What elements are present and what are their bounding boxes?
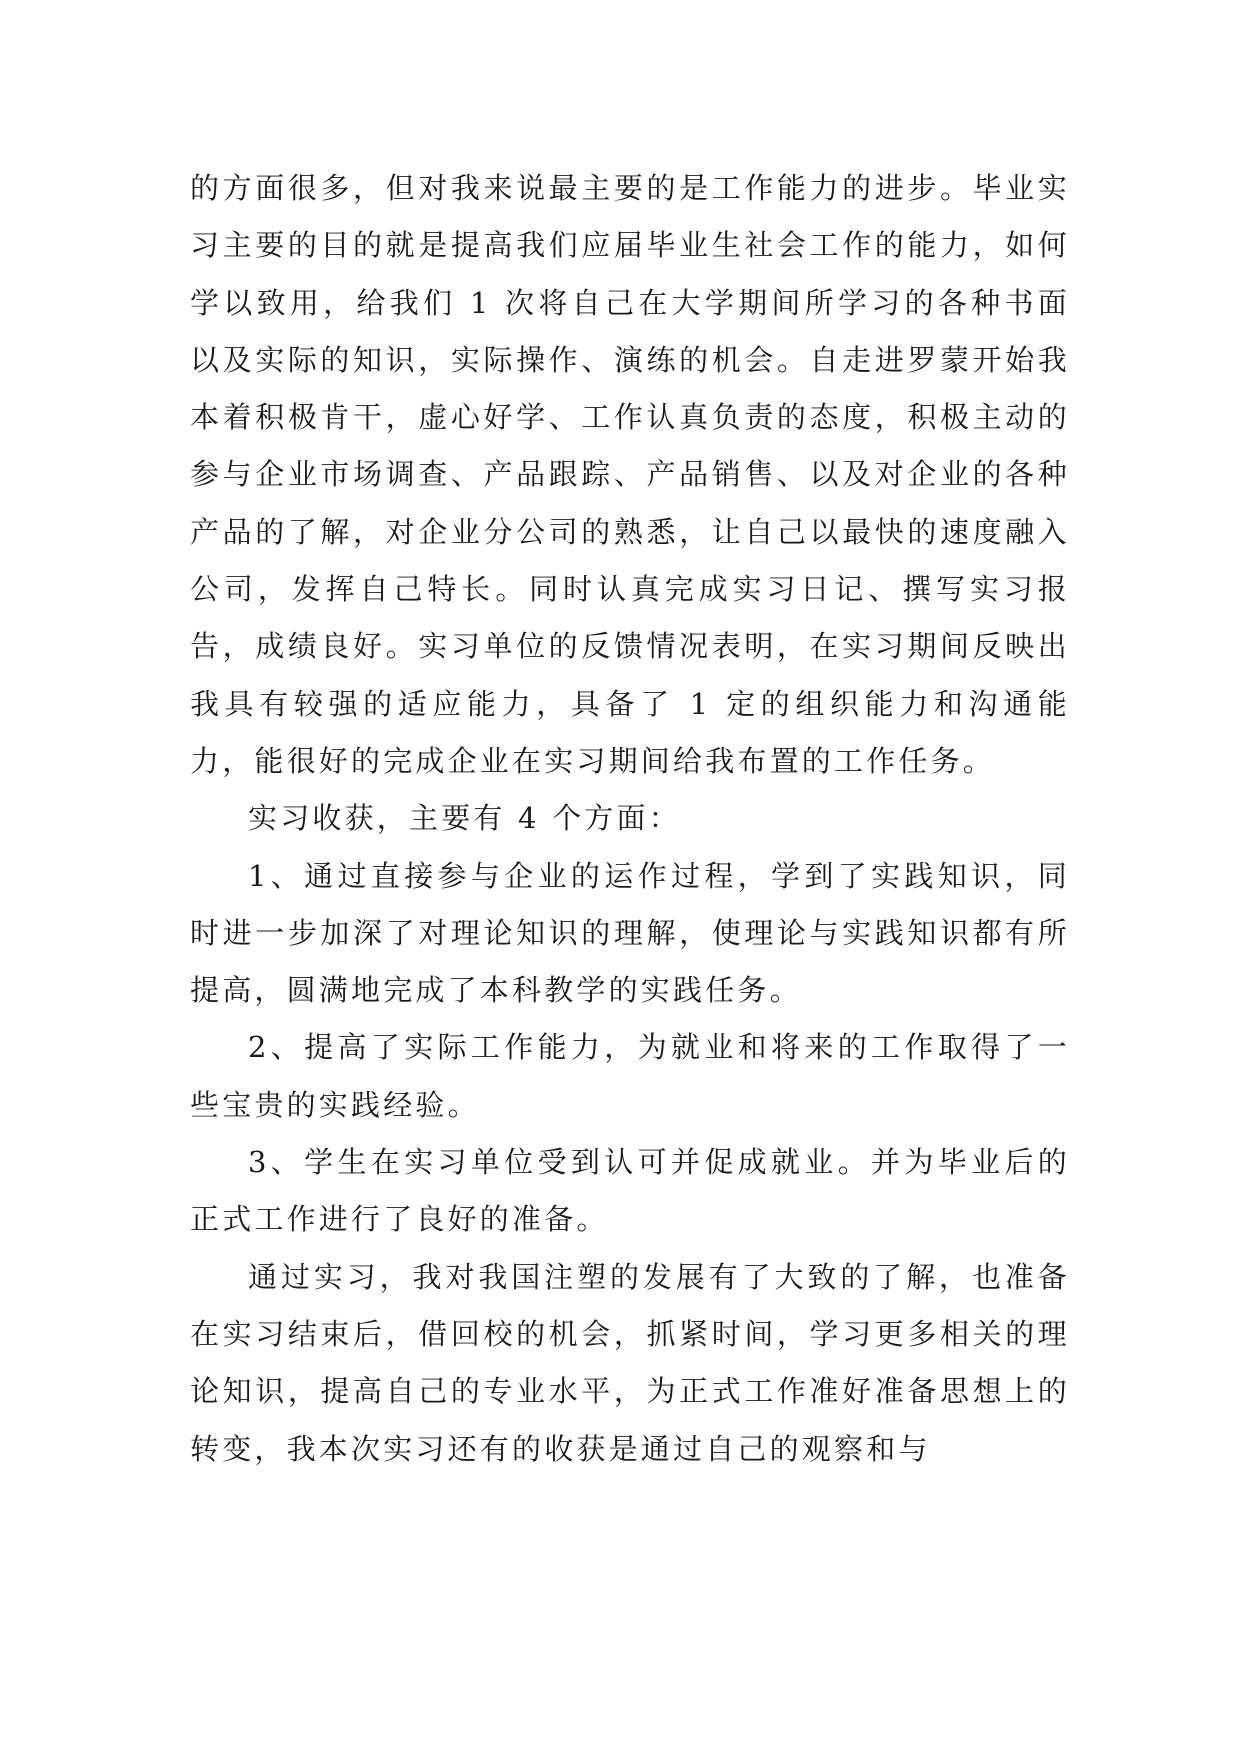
paragraph-gain-2: 2、提高了实际工作能力，为就业和将来的工作取得了一些宝贵的实践经验。 [190, 1030, 1070, 1122]
paragraph-gains-intro: 实习收获，主要有 4 个方面： [248, 801, 681, 836]
paragraph-continuation: 的方面很多，但对我来说最主要的是工作能力的进步。毕业实习主要的目的就是提高我们应届毕业生社会工作的能力，如何学以致用，给我们 1 次将自己在大学期间所学习的各种书面以及实际的知识，实际操作、演练的机会。自走进罗蒙开始我本着积极肯干，虚心好学、工作认真负责的态度，积极主动的参与企业市场调查、产品跟踪、产品销售、以及对企业的各种产品的了解，对企业分公司的熟悉，让自己以最快的速度融入公司，发挥自己特长。同时认真完成实习日记、撰写实习报告，成绩良好。实习单位的反馈情况表明，在实习期间反映出我具有较强的适应能力，具备了 1 定的组织能力和沟通能力，能很好的完成企业在实习期间给我布置的工作任务。 [190, 171, 1070, 778]
paragraph-closing: 通过实习，我对我国注塑的发展有了大致的了解，也准备在实习结束后，借回校的机会，抓紧时间，学习更多相关的理论知识，提高自己的专业水平，为正式工作准好准备思想上的转变，我本次实习还有的收获是通过自己的观察和与 [190, 1259, 1070, 1466]
paragraph-gain-1: 1、通过直接参与企业的运作过程，学到了实践知识，同时进一步加深了对理论知识的理解，使理论与实践知识都有所提高，圆满地完成了本科教学的实践任务。 [190, 858, 1070, 1008]
document-body [190, 160, 1070, 1478]
paragraph-gain-3: 3、学生在实习单位受到认可并促成就业。并为毕业后的正式工作进行了良好的准备。 [190, 1145, 1070, 1237]
